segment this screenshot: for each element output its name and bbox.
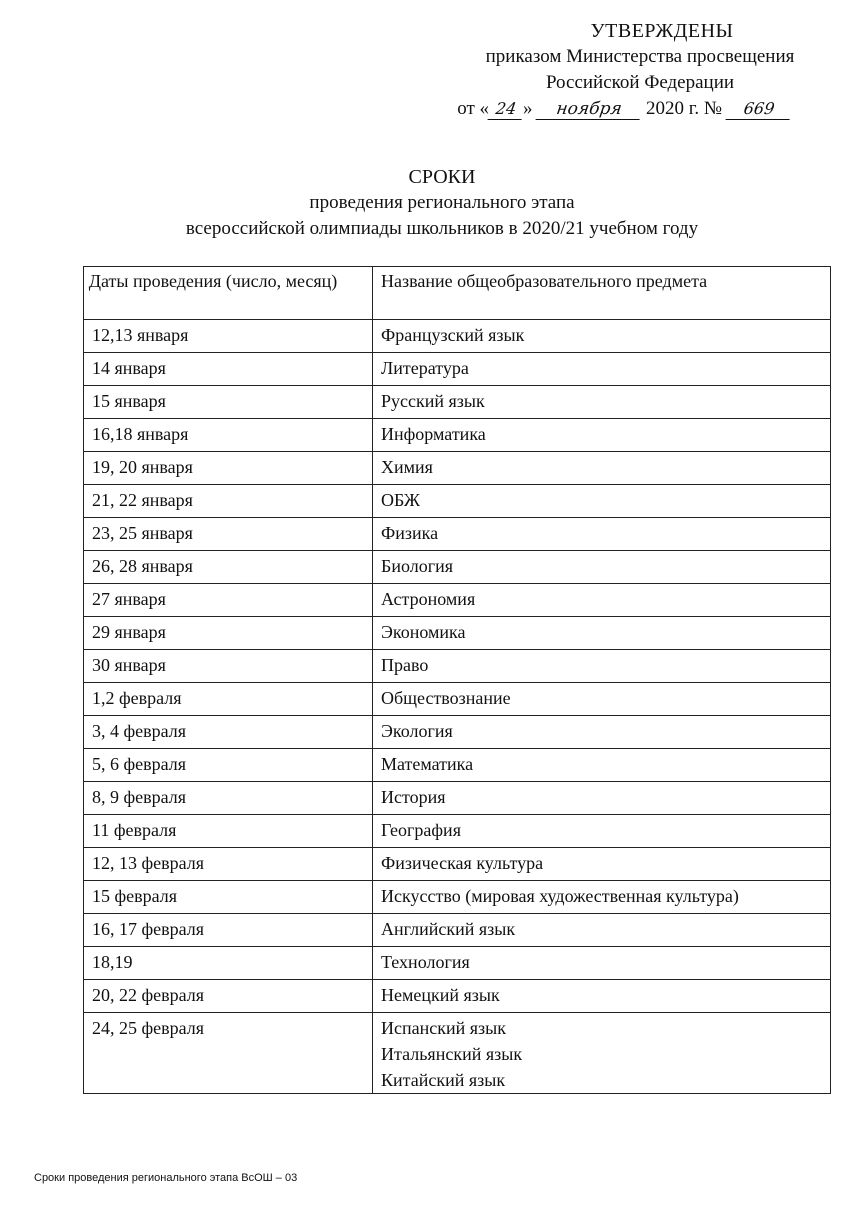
row-date: 29 января — [84, 617, 373, 650]
table-row — [84, 386, 831, 419]
table-row — [84, 848, 831, 881]
table-row — [84, 716, 831, 749]
schedule-table — [83, 266, 831, 1094]
row-date: 14 января — [84, 353, 373, 386]
row-subject: Обществознание — [373, 683, 831, 716]
row-date: 5, 6 февраля — [84, 749, 373, 782]
table-row — [84, 485, 831, 518]
approval-block — [440, 18, 840, 122]
row-date: 12, 13 февраля — [84, 848, 373, 881]
last-row-subject: Испанский язык — [381, 1018, 506, 1038]
row-subject: Математика — [373, 749, 831, 782]
row-date: 21, 22 января — [84, 485, 373, 518]
table-row — [84, 815, 831, 848]
header-subject: Название общеобразовательного предмета — [373, 267, 831, 320]
table-row — [84, 518, 831, 551]
table-header-row — [84, 267, 831, 320]
last-row-date: 24, 25 февраля — [84, 1013, 373, 1094]
row-date: 3, 4 февраля — [84, 716, 373, 749]
table-row — [84, 881, 831, 914]
last-row-subject: Китайский язык — [381, 1070, 506, 1090]
order-year-label: 2020 г. № — [646, 98, 723, 119]
row-subject: Технология — [373, 947, 831, 980]
row-subject: Биология — [373, 551, 831, 584]
table-row-last — [84, 1013, 831, 1094]
row-subject: Литература — [373, 353, 831, 386]
row-subject: География — [373, 815, 831, 848]
table-row — [84, 683, 831, 716]
table-row — [84, 782, 831, 815]
row-subject: Физика — [373, 518, 831, 551]
document-subtitle-2: всероссийской олимпиады школьников в 2020/21 учебном году — [185, 218, 699, 239]
row-subject: История — [373, 782, 831, 815]
row-subject: Химия — [373, 452, 831, 485]
table-row — [84, 419, 831, 452]
table-row — [84, 320, 831, 353]
row-date: 19, 20 января — [84, 452, 373, 485]
table-row — [84, 947, 831, 980]
row-subject: Экономика — [373, 617, 831, 650]
order-day-handwritten: 24 — [488, 99, 525, 120]
row-date: 16,18 января — [84, 419, 373, 452]
order-from-label: от « — [457, 98, 490, 119]
row-subject: Информатика — [373, 419, 831, 452]
table-row — [84, 617, 831, 650]
document-title: СРОКИ — [408, 166, 476, 188]
row-date: 20, 22 февраля — [84, 980, 373, 1013]
document-subtitle-1: проведения регионального этапа — [309, 192, 575, 213]
table-row — [84, 584, 831, 617]
row-date: 15 января — [84, 386, 373, 419]
table-row — [84, 914, 831, 947]
page-footer: Сроки проведения регионального этапа ВсОШ – 03 — [34, 1172, 298, 1184]
row-date: 27 января — [84, 584, 373, 617]
row-subject: Искусство (мировая художественная культура) — [373, 881, 831, 914]
order-quote-close: » — [523, 98, 533, 119]
row-subject: Немецкий язык — [373, 980, 831, 1013]
row-subject: Русский язык — [373, 386, 831, 419]
row-date: 18,19 — [84, 947, 373, 980]
table-row — [84, 980, 831, 1013]
row-date: 11 февраля — [84, 815, 373, 848]
table-row — [84, 353, 831, 386]
table-row — [84, 650, 831, 683]
document-heading — [0, 164, 864, 242]
row-date: 16, 17 февраля — [84, 914, 373, 947]
order-month-handwritten: ноября — [536, 99, 643, 120]
table-row — [84, 749, 831, 782]
row-date: 8, 9 февраля — [84, 782, 373, 815]
row-subject: ОБЖ — [373, 485, 831, 518]
row-date: 1,2 февраля — [84, 683, 373, 716]
row-subject: Астрономия — [373, 584, 831, 617]
last-row-subjects — [373, 1013, 831, 1094]
approval-title: УТВЕРЖДЕНЫ — [590, 20, 734, 42]
approval-line-2: Российской Федерации — [545, 72, 735, 93]
row-date: 23, 25 января — [84, 518, 373, 551]
approval-line-1: приказом Министерства просвещения — [485, 46, 795, 67]
table-row — [84, 452, 831, 485]
row-subject: Французский язык — [373, 320, 831, 353]
order-number-handwritten: 669 — [725, 99, 792, 120]
row-date: 12,13 января — [84, 320, 373, 353]
row-date: 30 января — [84, 650, 373, 683]
row-subject: Физическая культура — [373, 848, 831, 881]
row-subject: Право — [373, 650, 831, 683]
row-date: 26, 28 января — [84, 551, 373, 584]
row-subject: Английский язык — [373, 914, 831, 947]
order-date-line — [424, 96, 824, 122]
schedule-body — [84, 320, 831, 1094]
row-subject: Экология — [373, 716, 831, 749]
table-row — [84, 551, 831, 584]
header-dates: Даты проведения (число, месяц) — [84, 267, 373, 320]
row-date: 15 февраля — [84, 881, 373, 914]
last-row-subject: Итальянский язык — [381, 1044, 523, 1064]
